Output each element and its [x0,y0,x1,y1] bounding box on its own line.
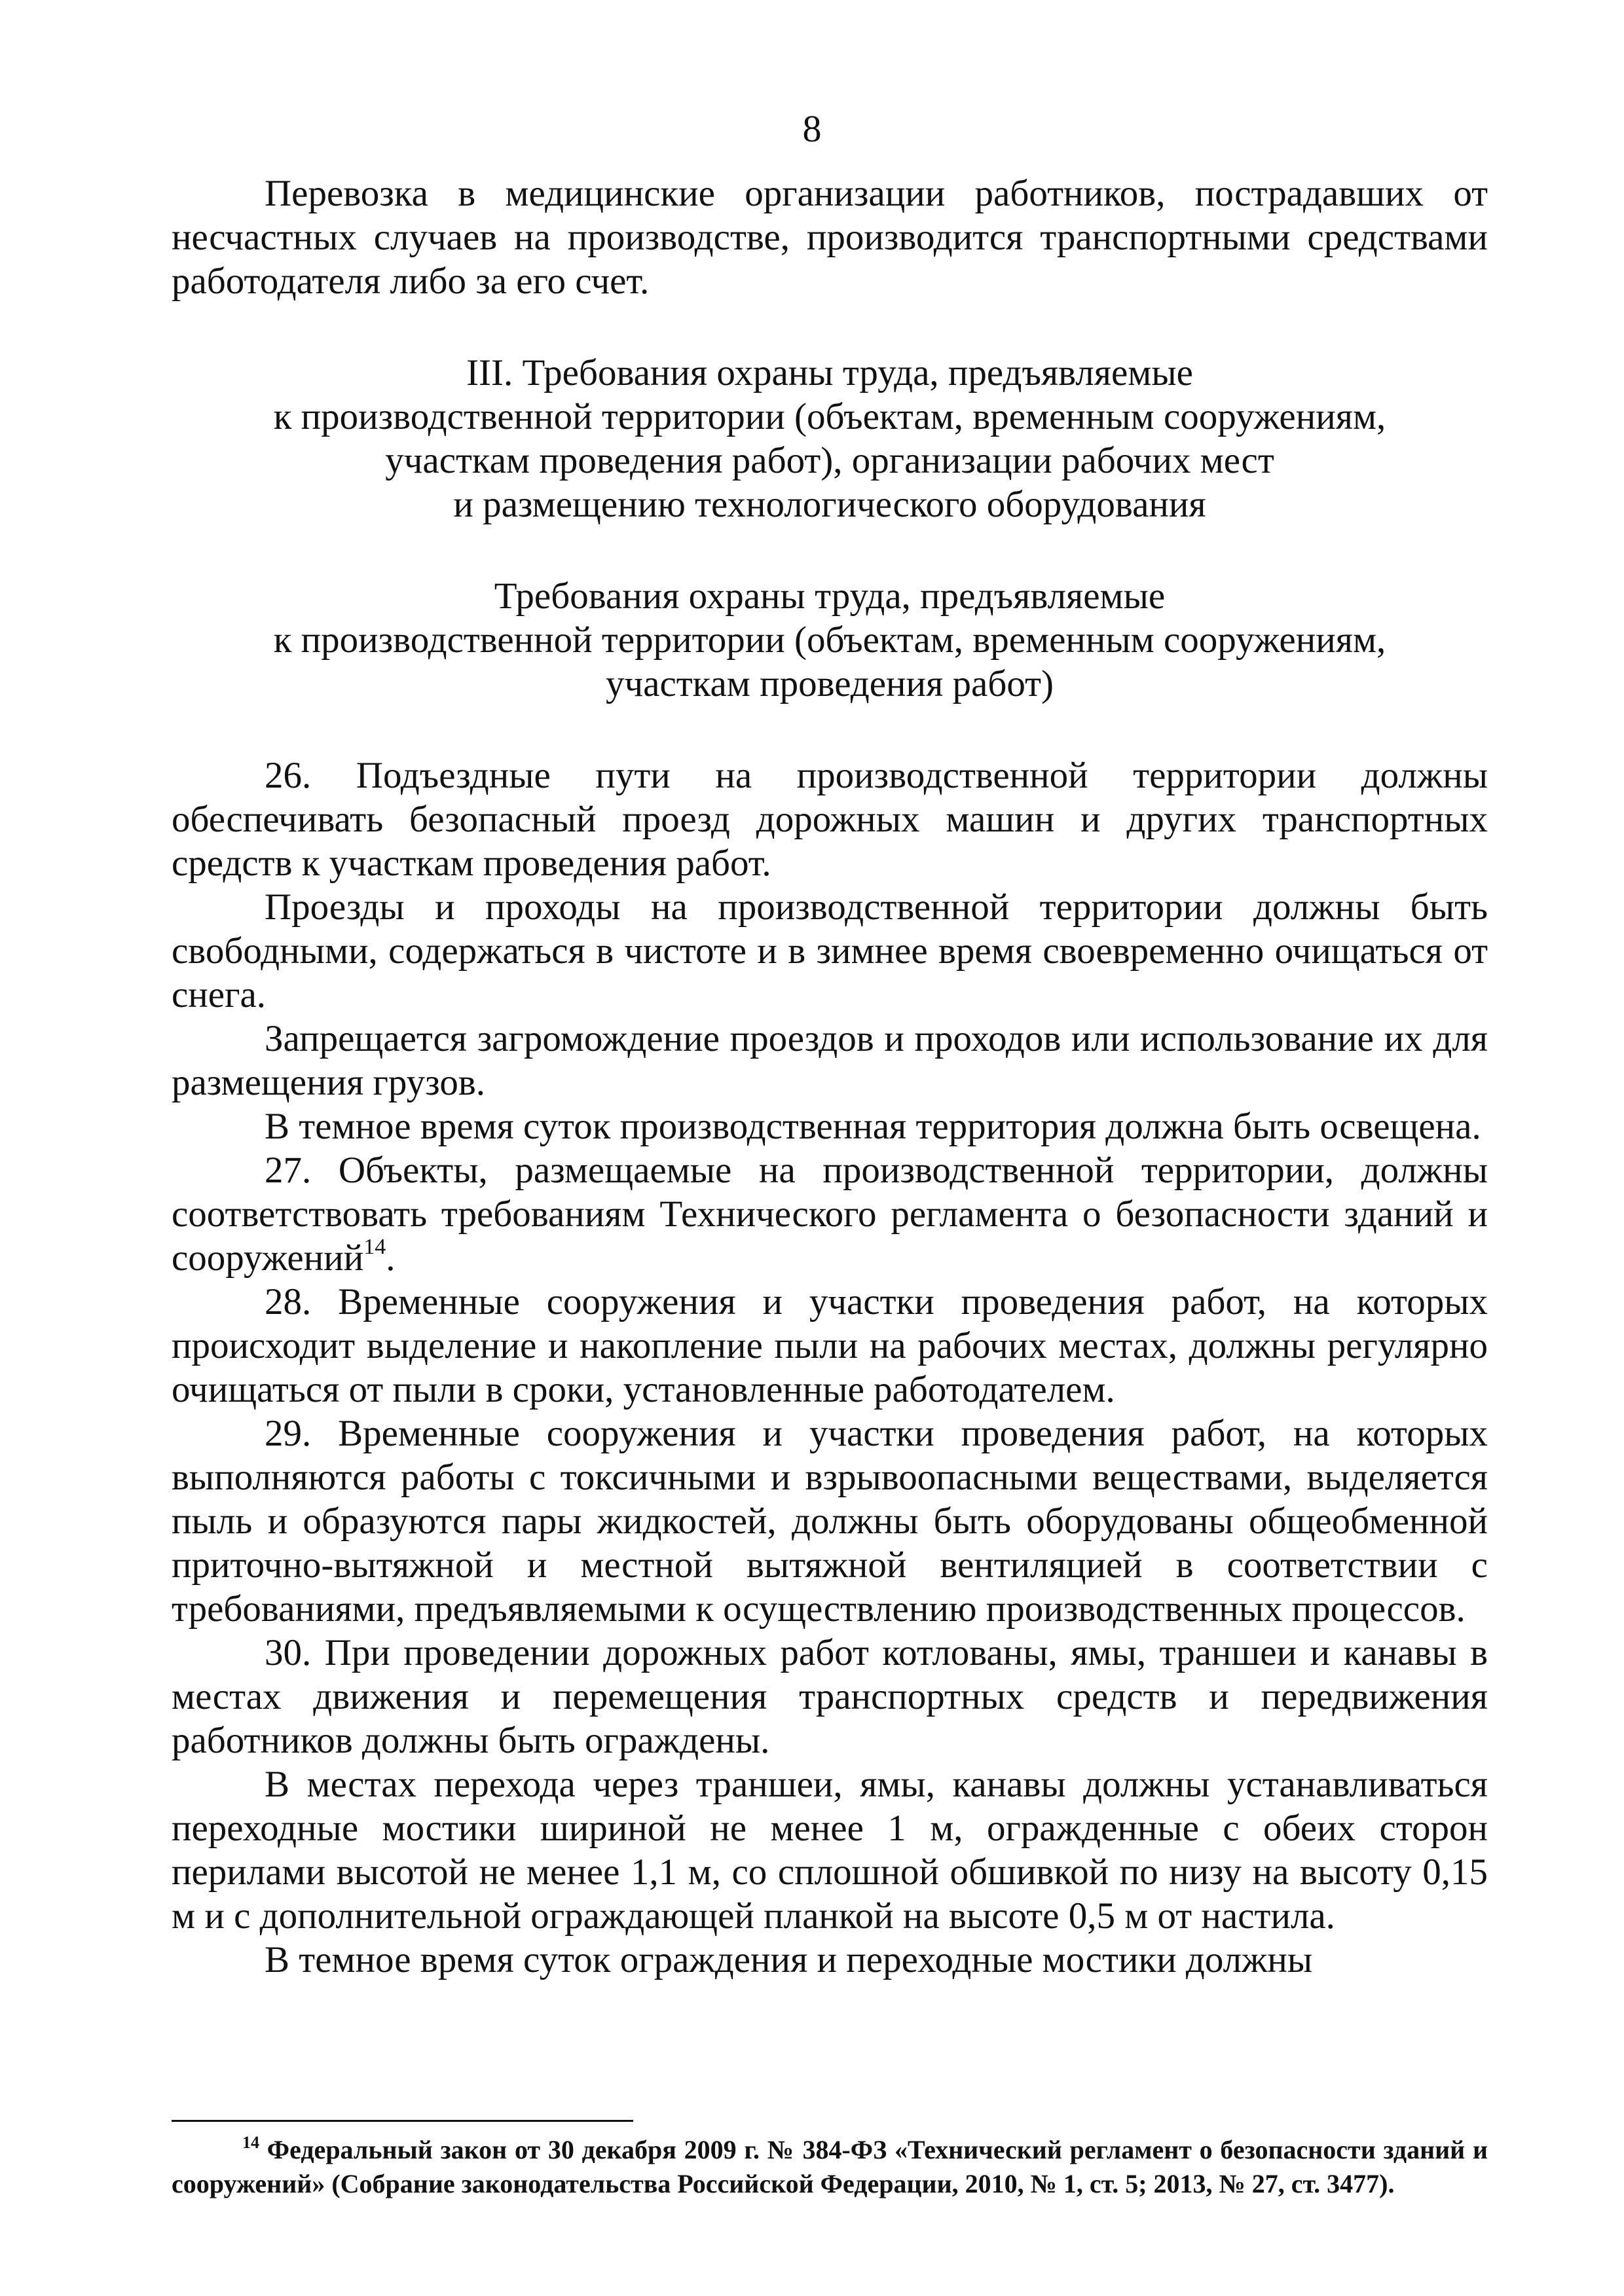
footnote [172,2133,1488,2201]
page-number: 8 [802,107,822,150]
paragraph-30-bridges: В местах перехода через траншеи, ямы, канавы должны устанавливаться переходные мостики шириной не менее 1 м, огражденные с обеих сторон перилами высотой не менее 1,1 м, со сплошной обшивкой по низу на высоту 0,15 м и с дополнительной ограждающей планкой на высоте 0,5 м от настила. [172,1764,1488,1937]
subsection-heading-line: Требования охраны труда, предъявляемые [494,575,1166,617]
footnote-body: Федеральный закон от 30 декабря 2009 г. № 384-ФЗ «Технический регламент о безопасности зданий и сооружений» (Собрание законодательства Российской Федерации, 2010, № 1, ст. 5; 2013, № 27, ст. 3477). [172,2135,1488,2198]
paragraph-29: 29. Временные сооружения и участки проведения работ, на которых выполняются работы с токсичными и взрывоопасными веществами, выделяется пыль и образуются пары жидкостей, должны быть оборудованы общеобменной приточно-вытяжной и местной вытяжной вентиляцией в соответствии с требованиями, предъявляемыми к осуществлению производственных процессов. [172,1413,1488,1630]
subsection-heading-line: участкам проведения работ) [606,663,1054,704]
document-body [172,172,1488,1982]
footnote-text [172,2133,1488,2201]
paragraph-30-night: В темное время суток ограждения и переходные мостики должны [265,1939,1313,1980]
subsection-heading-line: к производственной территории (объектам, временным сооружениям, [273,619,1386,661]
footnote-reference: 14 [363,1235,386,1259]
footnote-divider [172,2120,633,2122]
paragraph-26-lighting: В темное время суток производственная территория должна быть освещена. [265,1106,1481,1147]
intro-paragraph: Перевозка в медицинские организации работников, пострадавших от несчастных случаев на производстве, производится транспортными средствами работодателя либо за его счет. [172,173,1488,302]
section-heading-line: участкам проведения работ), организации рабочих мест [385,440,1274,481]
paragraph-26: 26. Подъездные пути на производственной территории должны обеспечивать безопасный проезд дорожных машин и других транспортных средств к участкам проведения работ. [172,755,1488,884]
paragraph-28: 28. Временные сооружения и участки проведения работ, на которых происходит выделение и накопление пыли на рабочих местах, должны регулярно очищаться от пыли в сроки, установленные работодателем. [172,1281,1488,1410]
paragraph-27-text: 27. Объекты, размещаемые на производственной территории, должны соответствовать требованиям Технического регламента о безопасности зданий и сооружений [172,1150,1488,1279]
paragraph-27 [172,1148,1488,1280]
section-heading-line: III. Требования охраны труда, предъявляемые [466,352,1193,393]
paragraph-30: 30. При проведении дорожных работ котлованы, ямы, траншеи и канавы в местах движения и перемещения транспортных средств и передвижения работников должны быть ограждены. [172,1632,1488,1761]
paragraph-26-prohibition: Запрещается загромождение проездов и проходов или использование их для размещения грузов. [172,1018,1488,1103]
footnote-marker: 14 [242,2133,259,2152]
section-heading-line: к производственной территории (объектам, временным сооружениям, [273,396,1386,437]
paragraph-27-end: . [386,1237,396,1279]
paragraph-26-driveways: Проезды и проходы на производственной территории должны быть свободными, содержаться в чистоте и в зимнее время своевременно очищаться от снега. [172,886,1488,1015]
section-heading [172,351,1488,526]
subsection-heading [172,574,1488,706]
section-heading-line: и размещению технологического оборудования [453,484,1206,525]
